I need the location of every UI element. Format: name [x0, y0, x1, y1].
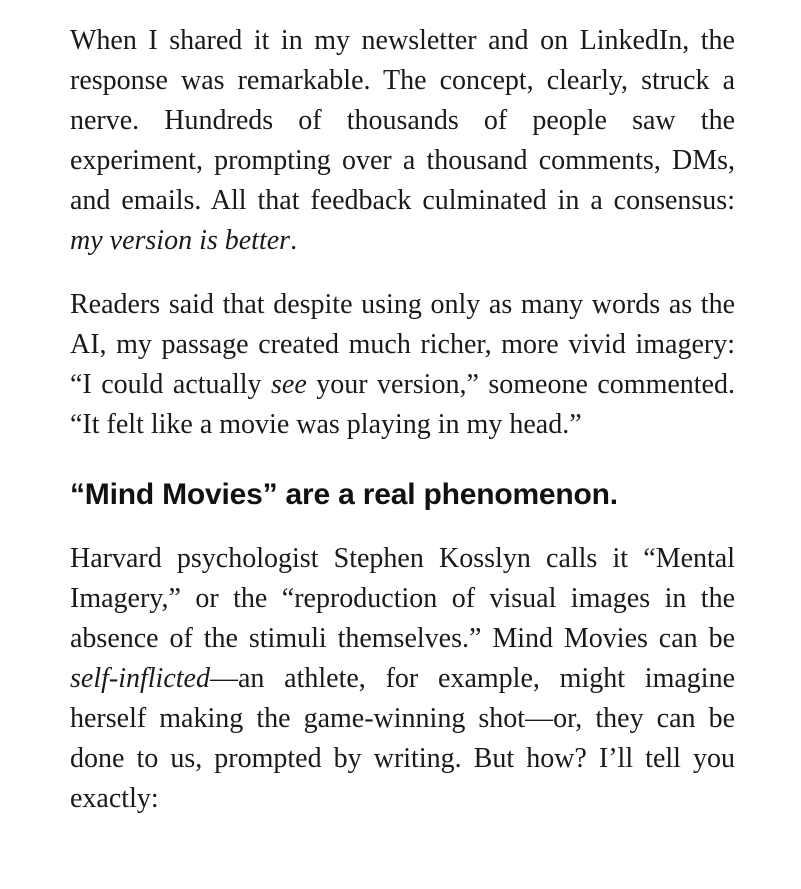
section-heading: “Mind Movies” are a real phenomenon.: [70, 478, 618, 511]
paragraph-newsletter-response: [70, 21, 735, 261]
paragraph-text: —an athlete, for example, might imagine herself making the game-winning shot—or, they can be done to us, prompted by writing. But how? I’ll tell you exactly:: [70, 663, 735, 814]
paragraph-reader-feedback: [70, 285, 735, 445]
paragraph-text: Harvard psychologist Stephen Kosslyn calls it “Mental Imagery,” or the “reproduction of visual images in the absence of the stimuli themselves.” Mind Movies can be: [70, 543, 735, 654]
paragraph-text: .: [290, 225, 298, 256]
paragraph-emphasis: see: [271, 369, 307, 400]
paragraph-emphasis: my version is better: [70, 225, 291, 256]
paragraph-text: your version,” someone commented. “It felt like a movie was playing in my head.”: [70, 369, 735, 440]
paragraph-emphasis: self-inflicted: [70, 663, 210, 694]
paragraph-text: Readers said that despite using only as many words as the AI, my passage created much richer, more vivid imagery: “I could actually: [70, 289, 735, 400]
paragraph-text: When I shared it in my newsletter and on LinkedIn, the response was remarkable. The concept, clearly, struck a nerve. Hundreds of thousands of people saw the experiment, prompting over a thousand comments, DMs, and emails. All that feedback culminated in a consensus:: [70, 25, 735, 216]
paragraph-mental-imagery: [70, 539, 735, 819]
